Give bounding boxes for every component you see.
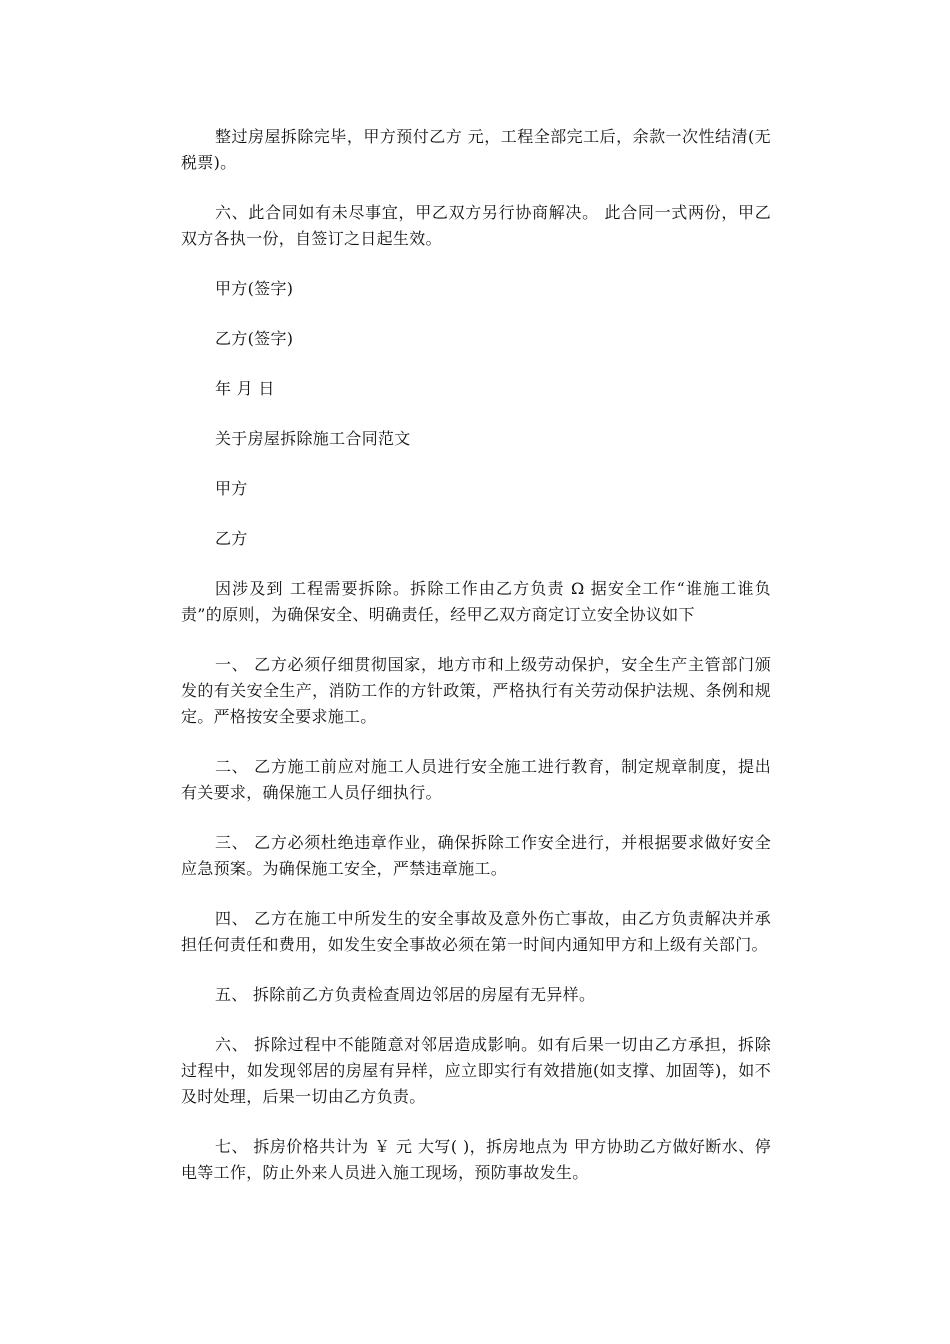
- signature-date: 年 月 日: [215, 379, 275, 398]
- paragraph-payment-terms: 整过房屋拆除完毕，甲方预付乙方 元，工程全部完工后，余款一次性结清(无税票)。: [181, 127, 771, 172]
- paragraph-clause-two: 二、 乙方施工前应对施工人员进行安全施工进行教育，制定规章制度，提出有关要求，确保施工人员仔细执行。: [181, 757, 771, 802]
- paragraph-clause-six-unresolved: 六、此合同如有未尽事宜，甲乙双方另行协商解决。 此合同一式两份，甲乙双方各执一份，自签订之日起生效。: [181, 203, 771, 248]
- document-body: [181, 124, 771, 1210]
- paragraph-clause-one: 一、 乙方必须仔细贯彻国家，地方市和上级劳动保护，安全生产主管部门颁发的有关安全生产，消防工作的方针政策，严格执行有关劳动保护法规、条例和规定。严格按安全要求施工。: [181, 655, 771, 726]
- section-title: 关于房屋拆除施工合同范文: [215, 429, 411, 448]
- paragraph-clause-seven: 七、 拆房价格共计为 ￥ 元 大写( )，拆房地点为 甲方协助乙方做好断水、停电等工作，防止外来人员进入施工现场，预防事故发生。: [181, 1137, 771, 1182]
- party-a-label: 甲方: [215, 479, 248, 498]
- paragraph-introduction: 因涉及到 工程需要拆除。拆除工作由乙方负责 Ω 据安全工作“谁施工谁负责”的原则，为确保安全、明确责任，经甲乙双方商定订立安全协议如下: [181, 579, 771, 624]
- party-b-label: 乙方: [215, 529, 248, 548]
- signature-party-a: 甲方(签字): [215, 279, 294, 298]
- paragraph-clause-four: 四、 乙方在施工中所发生的安全事故及意外伤亡事故，由乙方负责解决并承担任何责任和费用，如发生安全事故必须在第一时间内通知甲方和上级有关部门。: [181, 909, 771, 954]
- paragraph-clause-three: 三、 乙方必须杜绝违章作业，确保拆除工作安全进行，并根据要求做好安全应急预案。为确保施工安全，严禁违章施工。: [181, 833, 771, 878]
- paragraph-clause-five: 五、 拆除前乙方负责检查周边邻居的房屋有无异样。: [215, 985, 596, 1004]
- paragraph-clause-six: 六、 拆除过程中不能随意对邻居造成影响。如有后果一切由乙方承担，拆除过程中，如发现邻居的房屋有异样，应立即实行有效措施(如支撑、加固等)，如不及时处理，后果一切由乙方负责。: [181, 1035, 771, 1106]
- signature-party-b: 乙方(签字): [215, 329, 294, 348]
